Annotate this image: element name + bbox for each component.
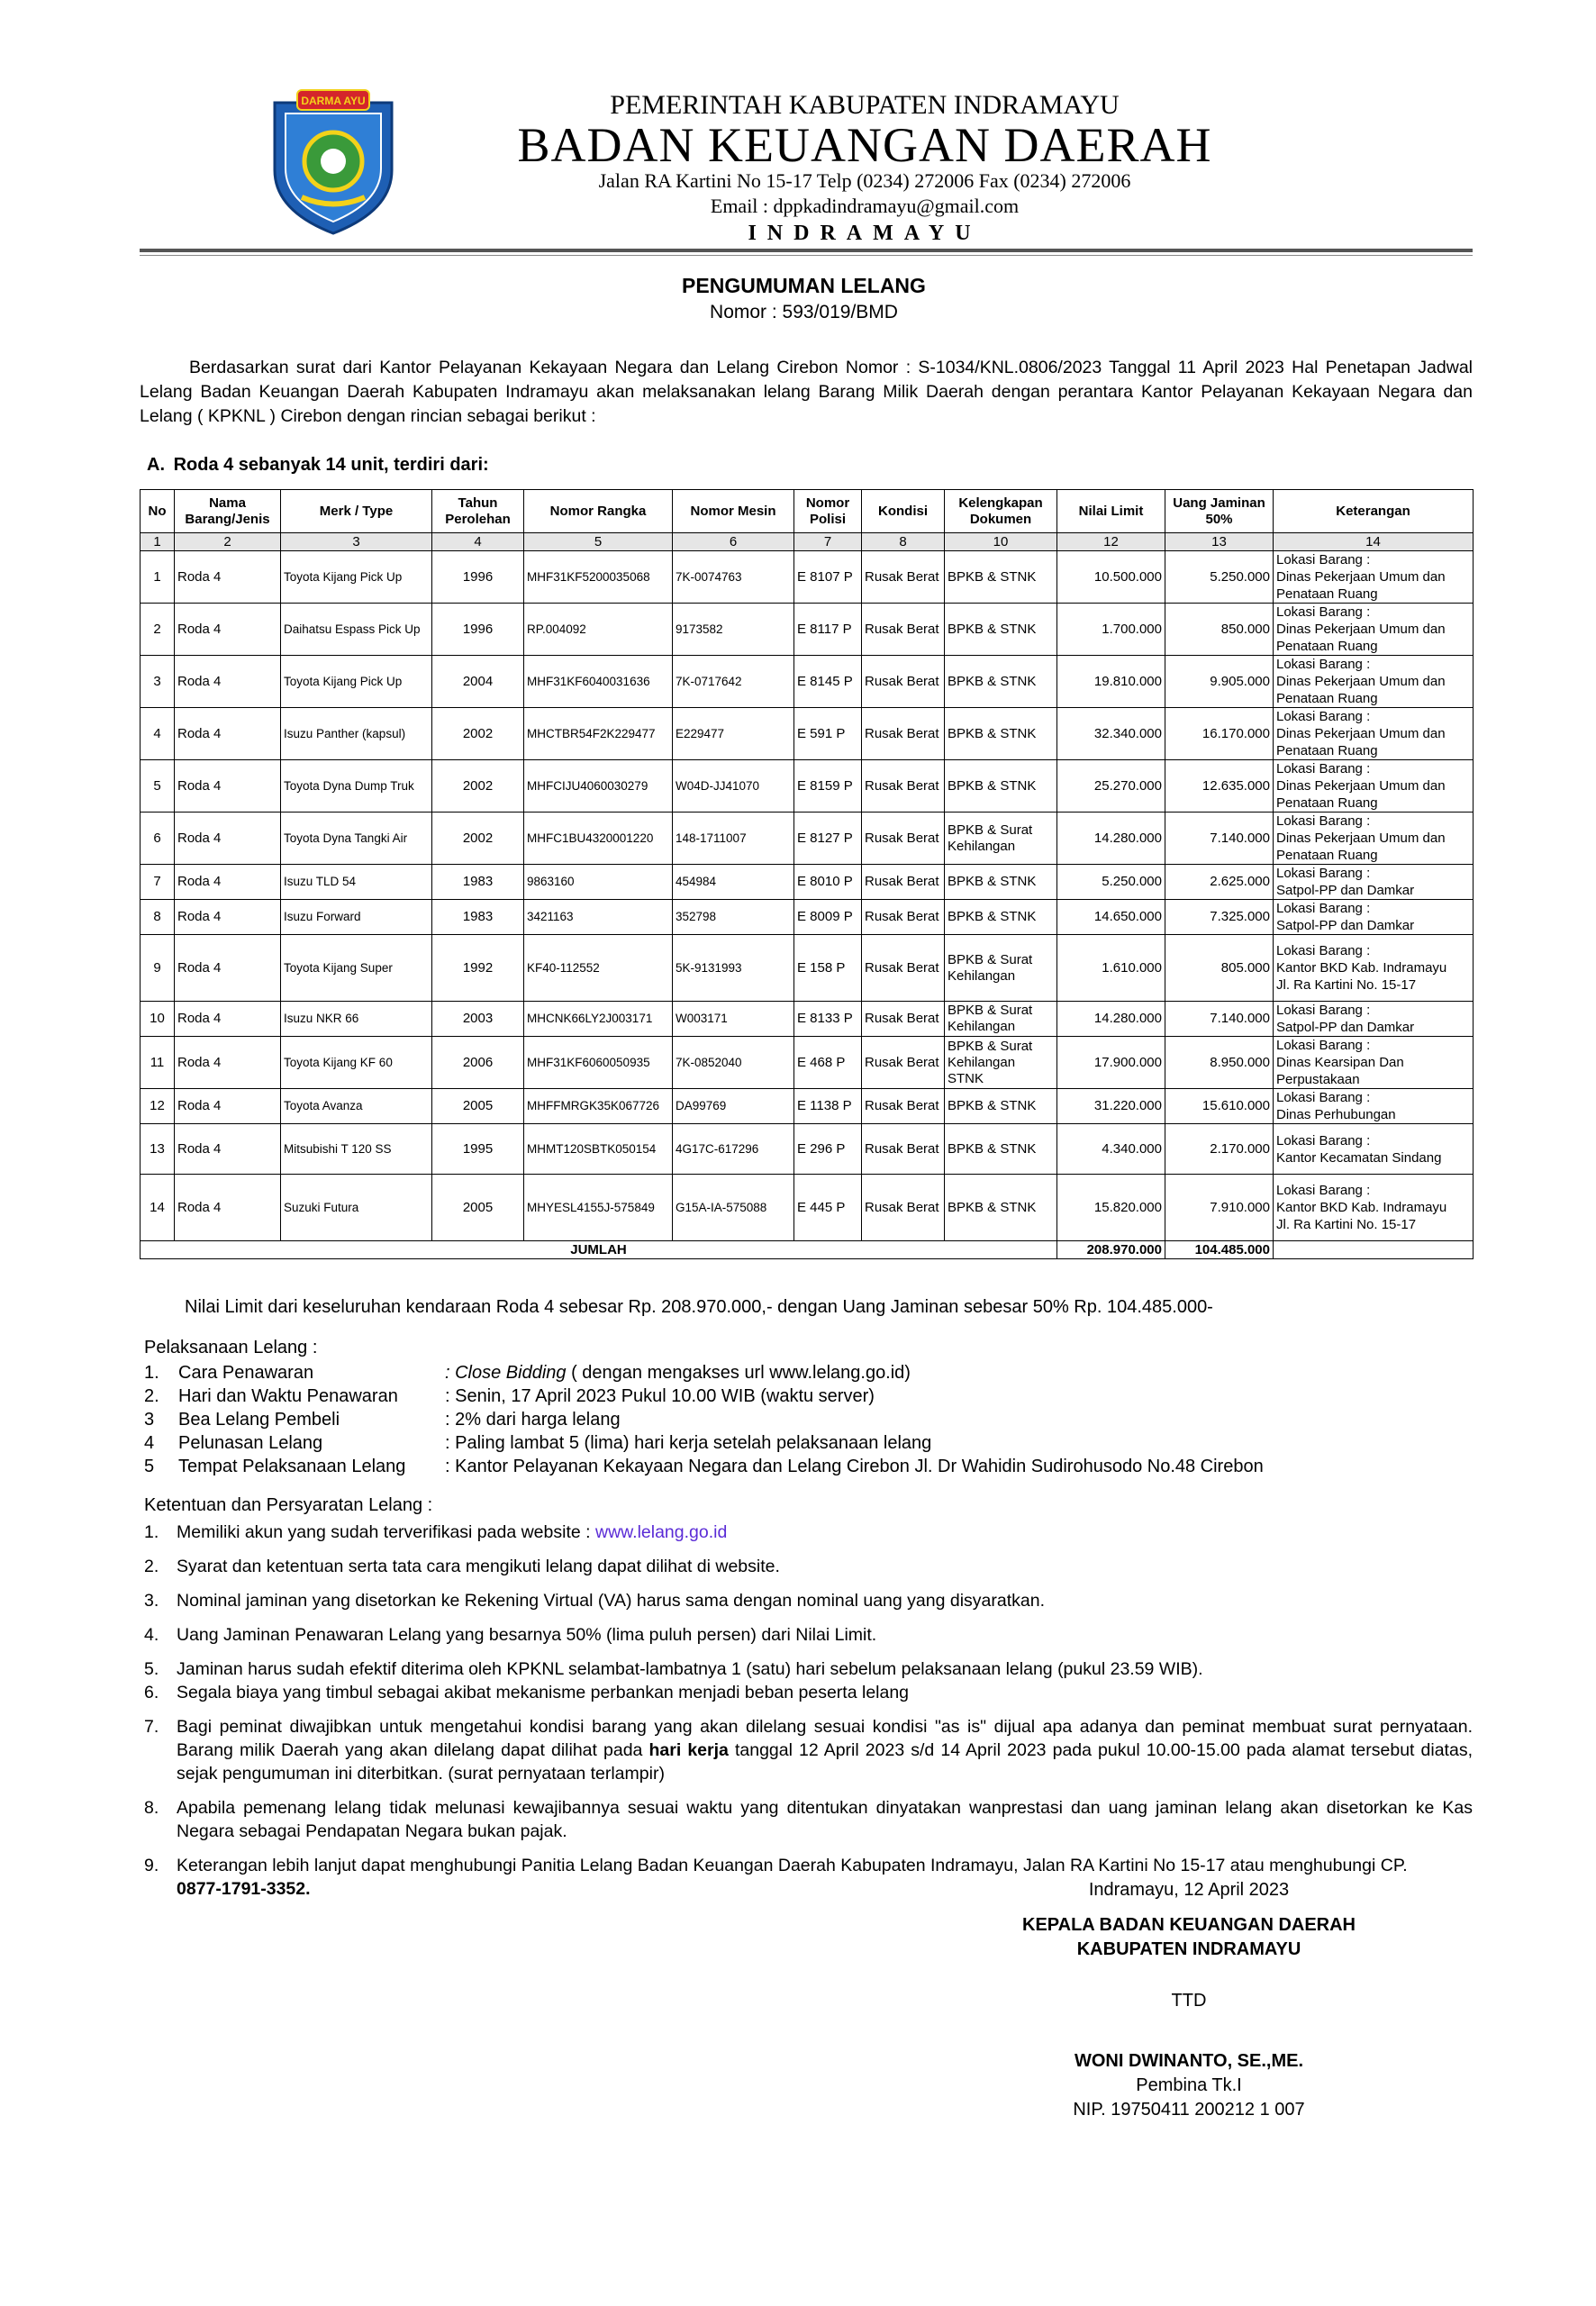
cell-merk: Toyota Dyna Tangki Air [281, 813, 432, 865]
cell-mesin: 4G17C-617296 [673, 1124, 794, 1175]
cell-jaminan: 7.325.000 [1165, 900, 1274, 935]
table-column-number-row [141, 533, 1474, 551]
cell-rangka: MHF31KF6040031636 [524, 656, 673, 708]
cell-jaminan: 15.610.000 [1165, 1089, 1274, 1124]
column-number: 14 [1274, 533, 1474, 551]
cell-no: 12 [141, 1089, 175, 1124]
cell-mesin: 454984 [673, 865, 794, 900]
pelaksanaan-label: Tempat Pelaksanaan Lelang [178, 1457, 406, 1476]
cell-ket: Lokasi Barang : Dinas Pekerjaan Umum dan Penataan Ruang [1274, 813, 1474, 865]
table-row [141, 1037, 1474, 1089]
cell-kondisi: Rusak Berat [862, 1037, 945, 1089]
signatory-office-region: KABUPATEN INDRAMAYU [1076, 1939, 1301, 1959]
pelaksanaan-label: Cara Penawaran [178, 1363, 314, 1383]
cell-limit: 19.810.000 [1057, 656, 1165, 708]
signatory-rank: Pembina Tk.I [1136, 2075, 1242, 2095]
pelaksanaan-value: : Kantor Pelayanan Kekayaan Negara dan Lelang Cirebon Jl. Dr Wahidin Sudirohusodo No.48 Cirebon [445, 1457, 1264, 1476]
cell-kondisi: Rusak Berat [862, 1124, 945, 1175]
table-row [141, 656, 1474, 708]
pelaksanaan-value-rest: ( dengan mengakses url www.lelang.go.id) [571, 1363, 911, 1383]
cell-rangka: MHYESL4155J-575849 [524, 1175, 673, 1241]
cell-dokumen: BPKB & STNK [945, 900, 1057, 935]
cell-no: 3 [141, 656, 175, 708]
table-row [141, 900, 1474, 935]
cell-limit: 14.280.000 [1057, 813, 1165, 865]
column-header: Nomor Rangka [524, 490, 673, 533]
cell-polisi: E 8010 P [794, 865, 862, 900]
cell-ket: Lokasi Barang : Kantor Kecamatan Sindang [1274, 1124, 1474, 1175]
cell-kondisi: Rusak Berat [862, 604, 945, 656]
column-number: 3 [281, 533, 432, 551]
table-row [141, 551, 1474, 604]
cell-kondisi: Rusak Berat [862, 1002, 945, 1037]
cell-tahun: 2006 [432, 1037, 524, 1089]
cell-polisi: E 468 P [794, 1037, 862, 1089]
cell-limit: 15.820.000 [1057, 1175, 1165, 1241]
cell-jaminan: 7.910.000 [1165, 1175, 1274, 1241]
total-empty-cell [1274, 1241, 1474, 1259]
cell-rangka: MHMT120SBTK050154 [524, 1124, 673, 1175]
cell-ket: Lokasi Barang : Satpol-PP dan Damkar [1274, 900, 1474, 935]
cell-jaminan: 850.000 [1165, 604, 1274, 656]
agency-email: Email : dppkadindramayu@gmail.com [710, 195, 1020, 217]
column-header: Kondisi [862, 490, 945, 533]
section-a-heading [147, 455, 489, 476]
cell-jenis: Roda 4 [175, 865, 281, 900]
cell-mesin: 7K-0717642 [673, 656, 794, 708]
cell-mesin: 7K-0852040 [673, 1037, 794, 1089]
cell-polisi: E 1138 P [794, 1089, 862, 1124]
cell-ket: Lokasi Barang : Kantor BKD Kab. Indramayu Jl. Ra Kartini No. 15-17 [1274, 935, 1474, 1002]
cell-ket: Lokasi Barang : Dinas Pekerjaan Umum dan Penataan Ruang [1274, 760, 1474, 813]
cell-rangka: MHFCIJU4060030279 [524, 760, 673, 813]
cell-merk: Mitsubishi T 120 SS [281, 1124, 432, 1175]
cell-no: 2 [141, 604, 175, 656]
cell-limit: 14.280.000 [1057, 1002, 1165, 1037]
table-row [141, 604, 1474, 656]
cell-polisi: E 8117 P [794, 604, 862, 656]
cell-limit: 1.610.000 [1057, 935, 1165, 1002]
signatory-office: KEPALA BADAN KEUANGAN DAERAH [1022, 1915, 1356, 1935]
cell-jenis: Roda 4 [175, 1175, 281, 1241]
pelaksanaan-label: Hari dan Waktu Penawaran [178, 1386, 398, 1406]
cell-merk: Isuzu NKR 66 [281, 1002, 432, 1037]
cell-jaminan: 5.250.000 [1165, 551, 1274, 604]
agency-name: BADAN KEUANGAN DAERAH [517, 118, 1212, 172]
cell-jenis: Roda 4 [175, 760, 281, 813]
cell-no: 14 [141, 1175, 175, 1241]
cell-ket: Lokasi Barang : Dinas Pekerjaan Umum dan Penataan Ruang [1274, 551, 1474, 604]
cell-mesin: E229477 [673, 708, 794, 760]
cell-rangka: MHF31KF6060050935 [524, 1037, 673, 1089]
cell-rangka: 3421163 [524, 900, 673, 935]
section-label: Roda 4 sebanyak 14 unit, terdiri dari: [173, 455, 489, 475]
cell-mesin: DA99769 [673, 1089, 794, 1124]
cell-dokumen: BPKB & Surat Kehilangan STNK [945, 1037, 1057, 1089]
cell-no: 7 [141, 865, 175, 900]
cell-polisi: E 8133 P [794, 1002, 862, 1037]
pelaksanaan-value: : Paling lambat 5 (lima) hari kerja setelah pelaksanaan lelang [445, 1433, 932, 1453]
pelaksanaan-value-emphasis: : Close Bidding [445, 1363, 567, 1383]
cell-jenis: Roda 4 [175, 900, 281, 935]
cell-dokumen: BPKB & Surat Kehilangan [945, 1002, 1057, 1037]
ttd-mark: TTD [1171, 1991, 1207, 2011]
table-row [141, 708, 1474, 760]
cell-merk: Daihatsu Espass Pick Up [281, 604, 432, 656]
cell-no: 9 [141, 935, 175, 1002]
cell-tahun: 1996 [432, 604, 524, 656]
cell-mesin: G15A-IA-575088 [673, 1175, 794, 1241]
cell-rangka: 9863160 [524, 865, 673, 900]
cell-ket: Lokasi Barang : Satpol-PP dan Damkar [1274, 1002, 1474, 1037]
pelaksanaan-label: Bea Lelang Pembeli [178, 1410, 340, 1430]
ketentuan-7-emphasis: hari kerja [648, 1740, 729, 1760]
ketentuan-title: Ketentuan dan Persyaratan Lelang : [144, 1495, 433, 1515]
logo-text: DARMA AYU [301, 95, 366, 107]
cell-dokumen: BPKB & STNK [945, 656, 1057, 708]
cell-kondisi: Rusak Berat [862, 935, 945, 1002]
column-header: Nomor Mesin [673, 490, 794, 533]
cell-mesin: 352798 [673, 900, 794, 935]
cell-dokumen: BPKB & Surat Kehilangan [945, 813, 1057, 865]
column-header: Uang Jaminan 50% [1165, 490, 1274, 533]
cell-merk: Toyota Kijang Pick Up [281, 656, 432, 708]
ketentuan-2-text: Syarat dan ketentuan serta tata cara mengikuti lelang dapat dilihat di website. [177, 1557, 780, 1576]
ketentuan-8-text: Apabila pemenang lelang tidak melunasi kewajibannya sesuai waktu yang ditentukan dinyatakan wanprestasi dan uang jaminan lelang akan disetorkan ke Kas Negara sebagai Pendapatan Negara bukan pajak. [177, 1798, 1473, 1841]
pelaksanaan-title: Pelaksanaan Lelang : [144, 1338, 318, 1357]
cell-ket: Lokasi Barang : Dinas Perhubungan [1274, 1089, 1474, 1124]
cell-jenis: Roda 4 [175, 551, 281, 604]
cell-kondisi: Rusak Berat [862, 708, 945, 760]
cell-mesin: 9173582 [673, 604, 794, 656]
cell-jenis: Roda 4 [175, 935, 281, 1002]
list-item: 3. Nominal jaminan yang disetorkan ke Rekening Virtual (VA) harus sama dengan nominal uang yang disyaratkan. [144, 1589, 1473, 1612]
table-row [141, 935, 1474, 1002]
column-header: Nama Barang/Jenis [175, 490, 281, 533]
cell-kondisi: Rusak Berat [862, 900, 945, 935]
table-row [141, 865, 1474, 900]
document-title [0, 272, 1596, 326]
cell-merk: Suzuki Futura [281, 1175, 432, 1241]
table-header-row [141, 490, 1474, 533]
place-date: Indramayu, 12 April 2023 [1088, 1880, 1290, 1900]
cell-limit: 14.650.000 [1057, 900, 1165, 935]
cell-polisi: E 8127 P [794, 813, 862, 865]
column-header: No [141, 490, 175, 533]
cell-no: 11 [141, 1037, 175, 1089]
contact-phone: 0877-1791-3352. [177, 1879, 311, 1899]
cell-tahun: 2002 [432, 708, 524, 760]
cell-no: 8 [141, 900, 175, 935]
cell-jaminan: 7.140.000 [1165, 813, 1274, 865]
cell-merk: Toyota Avanza [281, 1089, 432, 1124]
signature-block [937, 1878, 1441, 2122]
cell-polisi: E 591 P [794, 708, 862, 760]
list-item: 7. Bagi peminat diwajibkan untuk mengetahui kondisi barang yang akan dilelang sesuai kondisi "as is" dijual apa adanya dan peminat membuat surat pernyataan. Barang milik Daerah yang akan dilelang dapat dilihat pada hari kerja tanggal 12 April 2023 s/d 14 April 2023 pada pukul 10.00-15.00 pada alamat tersebut diatas, sejak pengumuman ini diterbitkan. (surat pernyataan terlampir) [144, 1717, 1473, 1784]
table-row [141, 1089, 1474, 1124]
lelang-website-link[interactable]: www.lelang.go.id [594, 1522, 728, 1542]
summary-text: Nilai Limit dari keseluruhan kendaraan Roda 4 sebesar Rp. 208.970.000,- dengan Uang Jaminan sebesar 50% Rp. 104.485.000- [185, 1297, 1213, 1317]
cell-rangka: MHCTBR54F2K229477 [524, 708, 673, 760]
cell-ket: Lokasi Barang : Dinas Pekerjaan Umum dan Penataan Ruang [1274, 656, 1474, 708]
cell-ket: Lokasi Barang : Satpol-PP dan Damkar [1274, 865, 1474, 900]
cell-no: 13 [141, 1124, 175, 1175]
cell-dokumen: BPKB & STNK [945, 604, 1057, 656]
cell-polisi: E 445 P [794, 1175, 862, 1241]
cell-polisi: E 158 P [794, 935, 862, 1002]
ketentuan-5-text: Jaminan harus sudah efektif diterima oleh KPKNL selambat-lambatnya 1 (satu) hari sebelum pelaksanaan lelang (pukul 23.59 WIB). [177, 1659, 1203, 1679]
column-header: Tahun Perolehan [432, 490, 524, 533]
cell-tahun: 1992 [432, 935, 524, 1002]
cell-merk: Toyota Kijang Pick Up [281, 551, 432, 604]
cell-tahun: 2003 [432, 1002, 524, 1037]
cell-kondisi: Rusak Berat [862, 865, 945, 900]
list-item: 1. Memiliki akun yang sudah terverifikasi pada website : www.lelang.go.id [144, 1522, 728, 1542]
cell-kondisi: Rusak Berat [862, 551, 945, 604]
cell-jenis: Roda 4 [175, 604, 281, 656]
cell-polisi: E 8145 P [794, 656, 862, 708]
cell-dokumen: BPKB & STNK [945, 551, 1057, 604]
cell-no: 10 [141, 1002, 175, 1037]
cell-jenis: Roda 4 [175, 708, 281, 760]
government-name: PEMERINTAH KABUPATEN INDRAMAYU [610, 90, 1120, 120]
cell-jaminan: 16.170.000 [1165, 708, 1274, 760]
cell-ket: Lokasi Barang : Dinas Pekerjaan Umum dan Penataan Ruang [1274, 708, 1474, 760]
column-header: Nomor Polisi [794, 490, 862, 533]
cell-jaminan: 7.140.000 [1165, 1002, 1274, 1037]
pelaksanaan-list [144, 1361, 1264, 1478]
cell-jenis: Roda 4 [175, 1002, 281, 1037]
cell-dokumen: BPKB & STNK [945, 1124, 1057, 1175]
announcement-number: Nomor : 593/019/BMD [710, 302, 898, 322]
cell-tahun: 2002 [432, 760, 524, 813]
cell-dokumen: BPKB & STNK [945, 865, 1057, 900]
column-header: Nilai Limit [1057, 490, 1165, 533]
cell-limit: 32.340.000 [1057, 708, 1165, 760]
cell-jenis: Roda 4 [175, 656, 281, 708]
ketentuan-7-text-a: Bagi peminat diwajibkan untuk mengetahui kondisi barang yang akan dilelang sesuai kondisi "as is" dijual apa adanya dan peminat membuat surat pernyataan. Barang milik Daerah yang akan dilelang dapat dilihat pada [177, 1717, 1473, 1760]
cell-polisi: E 8107 P [794, 551, 862, 604]
cell-merk: Toyota Kijang Super [281, 935, 432, 1002]
column-header: Keterangan [1274, 490, 1474, 533]
section-letter: A. [147, 455, 165, 475]
column-number: 7 [794, 533, 862, 551]
column-number: 10 [945, 533, 1057, 551]
list-item: 8. Apabila pemenang lelang tidak melunasi kewajibannya sesuai waktu yang ditentukan dinyatakan wanprestasi dan uang jaminan lelang akan disetorkan ke Kas Negara sebagai Pendapatan Negara bukan pajak. [144, 1798, 1473, 1841]
pelaksanaan-number: 4 [144, 1433, 155, 1453]
cell-jaminan: 9.905.000 [1165, 656, 1274, 708]
column-number: 13 [1165, 533, 1274, 551]
table-row [141, 760, 1474, 813]
list-item: 5. Jaminan harus sudah efektif diterima oleh KPKNL selambat-lambatnya 1 (satu) hari sebelum pelaksanaan lelang (pukul 23.59 WIB). [144, 1657, 1473, 1681]
cell-dokumen: BPKB & STNK [945, 1089, 1057, 1124]
pelaksanaan-number: 3 [144, 1410, 155, 1430]
table-row [141, 1002, 1474, 1037]
cell-tahun: 2005 [432, 1089, 524, 1124]
ketentuan-4-text: Uang Jaminan Penawaran Lelang yang besarnya 50% (lima puluh persen) dari Nilai Limit. [177, 1625, 877, 1645]
list-item: 2. Syarat dan ketentuan serta tata cara mengikuti lelang dapat dilihat di website. [144, 1555, 1473, 1578]
auction-items-table [140, 489, 1474, 1259]
cell-limit: 17.900.000 [1057, 1037, 1165, 1089]
cell-polisi: E 8009 P [794, 900, 862, 935]
total-label: JUMLAH [141, 1241, 1057, 1259]
list-item [144, 1385, 1264, 1408]
cell-merk: Toyota Kijang KF 60 [281, 1037, 432, 1089]
cell-ket: Lokasi Barang : Kantor BKD Kab. Indramayu Jl. Ra Kartini No. 15-17 [1274, 1175, 1474, 1241]
cell-kondisi: Rusak Berat [862, 656, 945, 708]
cell-limit: 5.250.000 [1057, 865, 1165, 900]
cell-limit: 10.500.000 [1057, 551, 1165, 604]
cell-merk: Isuzu TLD 54 [281, 865, 432, 900]
cell-rangka: KF40-112552 [524, 935, 673, 1002]
cell-tahun: 1983 [432, 900, 524, 935]
column-number: 4 [432, 533, 524, 551]
column-header: Kelengkapan Dokumen [945, 490, 1057, 533]
letterhead-divider-thin [140, 255, 1473, 256]
table-row [141, 813, 1474, 865]
cell-tahun: 2004 [432, 656, 524, 708]
cell-merk: Isuzu Forward [281, 900, 432, 935]
regency-logo-icon [266, 85, 401, 238]
letterhead [140, 74, 1473, 254]
list-item [144, 1361, 1264, 1385]
pelaksanaan-value: : Senin, 17 April 2023 Pukul 10.00 WIB (waktu server) [445, 1386, 875, 1406]
ketentuan-3-text: Nominal jaminan yang disetorkan ke Rekening Virtual (VA) harus sama dengan nominal uang yang disyaratkan. [177, 1591, 1045, 1611]
table-row [141, 1124, 1474, 1175]
cell-merk: Toyota Dyna Dump Truk [281, 760, 432, 813]
list-item: 9. Keterangan lebih lanjut dapat menghubungi Panitia Lelang Badan Keuangan Daerah Kabupaten Indramayu, Jalan RA Kartini No 15-17 atau menghubungi CP. 0877-1791-3352. [144, 1856, 1408, 1899]
ketentuan-7-text-c: tanggal 12 April 2023 s/d 14 April 2023 pada pukul 10.00-15.00 pada alamat tersebut diatas, sejak pengumuman ini diterbitkan. (surat pernyataan terlampir) [177, 1740, 1473, 1784]
cell-dokumen: BPKB & STNK [945, 760, 1057, 813]
pelaksanaan-value: : 2% dari harga lelang [445, 1410, 621, 1430]
cell-polisi: E 296 P [794, 1124, 862, 1175]
column-number: 2 [175, 533, 281, 551]
ketentuan-1-text: Memiliki akun yang sudah terverifikasi pada website : [177, 1522, 595, 1542]
cell-dokumen: BPKB & STNK [945, 708, 1057, 760]
total-limit: 208.970.000 [1057, 1241, 1165, 1259]
cell-ket: Lokasi Barang : Dinas Pekerjaan Umum dan Penataan Ruang [1274, 604, 1474, 656]
column-number: 1 [141, 533, 175, 551]
cell-jenis: Roda 4 [175, 813, 281, 865]
column-number: 12 [1057, 533, 1165, 551]
cell-dokumen: BPKB & STNK [945, 1175, 1057, 1241]
cell-jenis: Roda 4 [175, 1037, 281, 1089]
total-jaminan: 104.485.000 [1165, 1241, 1274, 1259]
cell-rangka: MHFFMRGK35K067726 [524, 1089, 673, 1124]
column-number: 6 [673, 533, 794, 551]
pelaksanaan-number: 1. [144, 1363, 159, 1383]
announcement-heading: PENGUMUMAN LELANG [682, 274, 926, 297]
cell-rangka: RP.004092 [524, 604, 673, 656]
cell-limit: 31.220.000 [1057, 1089, 1165, 1124]
table-row [141, 1175, 1474, 1241]
cell-jenis: Roda 4 [175, 1089, 281, 1124]
cell-jenis: Roda 4 [175, 1124, 281, 1175]
agency-city: INDRAMAYU [748, 222, 982, 245]
cell-tahun: 1995 [432, 1124, 524, 1175]
list-item [144, 1455, 1264, 1478]
list-item: 4. Uang Jaminan Penawaran Lelang yang besarnya 50% (lima puluh persen) dari Nilai Limit. [144, 1623, 1473, 1647]
pelaksanaan-value [445, 1361, 911, 1385]
agency-address: Jalan RA Kartini No 15-17 Telp (0234) 272006 Fax (0234) 272006 [598, 169, 1131, 192]
cell-jaminan: 12.635.000 [1165, 760, 1274, 813]
cell-rangka: MHF31KF5200035068 [524, 551, 673, 604]
cell-mesin: 148-1711007 [673, 813, 794, 865]
table-body [141, 551, 1474, 1241]
list-item [144, 1431, 1264, 1455]
cell-tahun: 1996 [432, 551, 524, 604]
table-total-row [141, 1241, 1474, 1259]
cell-mesin: W003171 [673, 1002, 794, 1037]
cell-mesin: 5K-9131993 [673, 935, 794, 1002]
cell-rangka: MHCNK66LY2J003171 [524, 1002, 673, 1037]
cell-limit: 25.270.000 [1057, 760, 1165, 813]
signatory-name: WONI DWINANTO, SE.,ME. [1074, 2051, 1304, 2071]
list-item [144, 1408, 1264, 1431]
cell-ket: Lokasi Barang : Dinas Kearsipan Dan Perpustakaan [1274, 1037, 1474, 1089]
cell-kondisi: Rusak Berat [862, 760, 945, 813]
ketentuan-list [144, 1521, 1473, 1911]
cell-kondisi: Rusak Berat [862, 1175, 945, 1241]
cell-tahun: 1983 [432, 865, 524, 900]
cell-limit: 1.700.000 [1057, 604, 1165, 656]
pelaksanaan-number: 5 [144, 1457, 155, 1476]
cell-tahun: 2005 [432, 1175, 524, 1241]
cell-mesin: 7K-0074763 [673, 551, 794, 604]
pelaksanaan-number: 2. [144, 1386, 159, 1406]
signatory-nip: NIP. 19750411 200212 1 007 [1073, 2100, 1305, 2120]
cell-dokumen: BPKB & Surat Kehilangan [945, 935, 1057, 1002]
cell-jaminan: 2.170.000 [1165, 1124, 1274, 1175]
cell-kondisi: Rusak Berat [862, 813, 945, 865]
cell-no: 1 [141, 551, 175, 604]
cell-jaminan: 2.625.000 [1165, 865, 1274, 900]
cell-mesin: W04D-JJ41070 [673, 760, 794, 813]
cell-no: 4 [141, 708, 175, 760]
cell-jaminan: 8.950.000 [1165, 1037, 1274, 1089]
column-header: Merk / Type [281, 490, 432, 533]
cell-merk: Isuzu Panther (kapsul) [281, 708, 432, 760]
ketentuan-9-text: Keterangan lebih lanjut dapat menghubungi Panitia Lelang Badan Keuangan Daerah Kabupaten Indramayu, Jalan RA Kartini No 15-17 atau menghubungi CP. [177, 1856, 1408, 1875]
cell-rangka: MHFC1BU4320001220 [524, 813, 673, 865]
cell-polisi: E 8159 P [794, 760, 862, 813]
letterhead-divider [140, 249, 1473, 252]
cell-tahun: 2002 [432, 813, 524, 865]
letterhead-text [482, 90, 1247, 247]
column-number: 5 [524, 533, 673, 551]
cell-kondisi: Rusak Berat [862, 1089, 945, 1124]
cell-no: 5 [141, 760, 175, 813]
intro-paragraph: Berdasarkan surat dari Kantor Pelayanan Kekayaan Negara dan Lelang Cirebon Nomor : S-1034/KNL.0806/2023 Tanggal 11 April 2023 Hal Penetapan Jadwal Lelang Badan Keuangan Daerah Kabupaten Indramayu akan melaksanakan lelang Barang Milik Daerah dengan perantara Kantor Pelayanan Kekayaan Negara dan Lelang ( KPKNL ) Cirebon dengan rincian sebagai berikut : [140, 358, 1473, 426]
ketentuan-6-text: Segala biaya yang timbul sebagai akibat mekanisme perbankan menjadi beban peserta lelang [177, 1683, 910, 1702]
list-item: 6. Segala biaya yang timbul sebagai akibat mekanisme perbankan menjadi beban peserta lelang [144, 1681, 1473, 1704]
cell-jaminan: 805.000 [1165, 935, 1274, 1002]
pelaksanaan-label: Pelunasan Lelang [178, 1433, 323, 1453]
cell-limit: 4.340.000 [1057, 1124, 1165, 1175]
cell-no: 6 [141, 813, 175, 865]
column-number: 8 [862, 533, 945, 551]
